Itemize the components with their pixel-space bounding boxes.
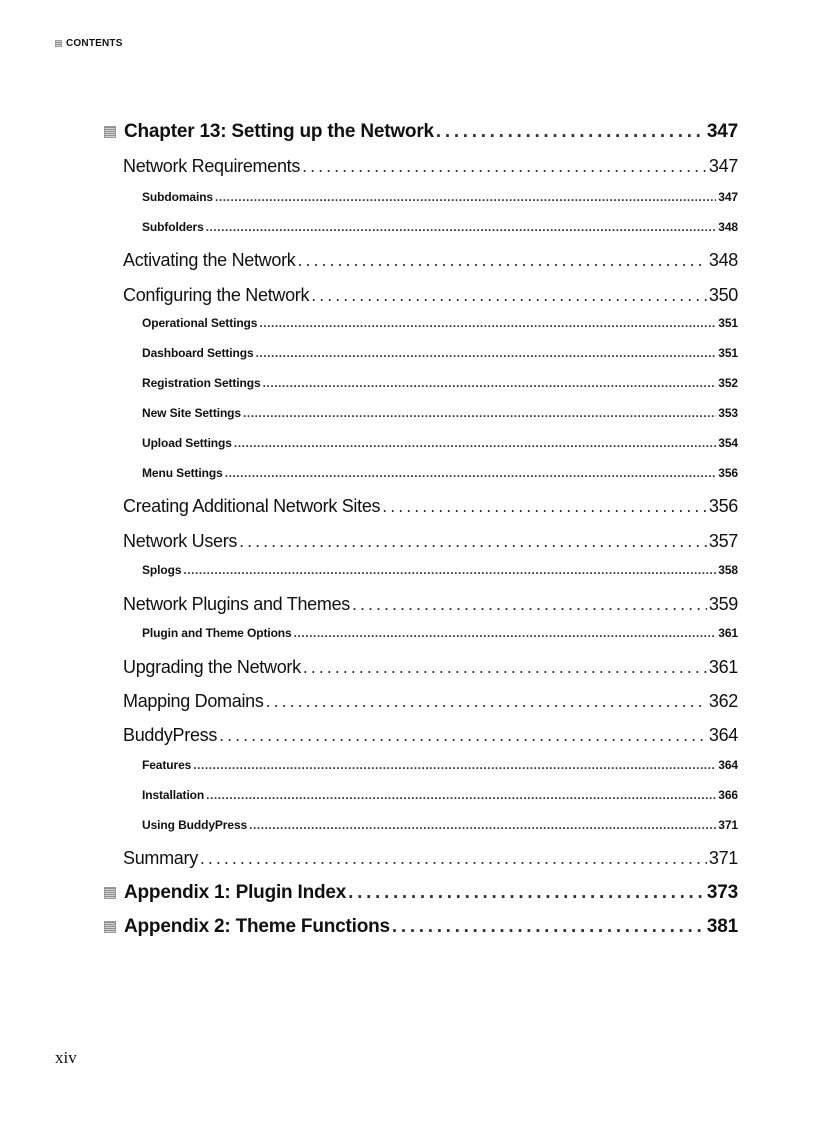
toc-entry-chapter xyxy=(104,882,738,904)
toc-entry-title: Mapping Domains xyxy=(123,691,264,711)
square-bullet-icon xyxy=(104,887,116,899)
dot-leader xyxy=(225,466,717,480)
toc-entry-title: Subfolders xyxy=(142,220,204,234)
dot-leader xyxy=(193,758,716,772)
toc-entry-sub xyxy=(142,346,738,360)
dot-leader xyxy=(239,531,707,552)
toc-entry-section xyxy=(123,531,738,552)
toc-entry-title: Registration Settings xyxy=(142,376,261,390)
toc-entry-section xyxy=(123,725,738,746)
toc-entry-page-number: 366 xyxy=(718,788,738,802)
running-head-label: CONTENTS xyxy=(66,38,123,49)
toc-entry-title: Plugin and Theme Options xyxy=(142,626,292,640)
dot-leader xyxy=(256,346,717,360)
dot-leader xyxy=(206,220,717,234)
toc-entry-section xyxy=(123,691,738,712)
toc-entry-page-number: 359 xyxy=(708,594,738,614)
toc-entry-section xyxy=(123,594,738,615)
toc-entry-title: Upgrading the Network xyxy=(123,657,301,677)
dot-leader xyxy=(392,916,705,938)
toc-entry-title: Operational Settings xyxy=(142,316,258,330)
toc-entry-page-number: 348 xyxy=(718,220,738,234)
toc-entry-section xyxy=(123,156,738,177)
toc-entry-page-number: 371 xyxy=(718,818,738,832)
toc-entry-page-number: 347 xyxy=(706,121,738,142)
toc-entry-page-number: 356 xyxy=(718,466,738,480)
toc-entry-chapter xyxy=(104,916,738,938)
square-bullet-icon xyxy=(104,126,116,138)
toc-entry-page-number: 351 xyxy=(718,346,738,360)
toc-entry-page-number: 356 xyxy=(708,496,738,516)
dot-leader xyxy=(266,691,707,712)
toc-entry-title: Appendix 2: Theme Functions xyxy=(124,916,390,937)
dot-leader xyxy=(303,657,707,678)
toc-entry-page-number: 364 xyxy=(708,725,738,745)
toc-entry-section xyxy=(123,250,738,271)
dot-leader xyxy=(382,496,707,517)
toc-entry-sub xyxy=(142,190,738,204)
toc-entry-sub xyxy=(142,818,738,832)
toc-entry-title: Configuring the Network xyxy=(123,285,310,305)
toc-entry-page-number: 352 xyxy=(718,376,738,390)
toc-entry-page-number: 348 xyxy=(708,250,738,270)
toc-entry-sub xyxy=(142,626,738,640)
toc-entry-page-number: 371 xyxy=(708,848,738,868)
toc-entry-title: Appendix 1: Plugin Index xyxy=(124,882,347,903)
toc-entry-page-number: 361 xyxy=(708,657,738,677)
toc-entry-title: Creating Additional Network Sites xyxy=(123,496,381,516)
toc-entry-title: Subdomains xyxy=(142,190,214,204)
page-number: xiv xyxy=(55,1048,77,1067)
toc-entry-sub xyxy=(142,563,738,577)
toc-entry-title: Dashboard Settings xyxy=(142,346,254,360)
dot-leader xyxy=(234,436,716,450)
dot-leader xyxy=(243,406,716,420)
dot-leader xyxy=(259,316,716,330)
dot-leader xyxy=(206,788,716,802)
toc-entry-title: Summary xyxy=(123,848,198,868)
toc-entry-page-number: 347 xyxy=(718,190,738,204)
toc-entry-page-number: 353 xyxy=(718,406,738,420)
dot-leader xyxy=(352,594,707,615)
toc-entry-sub xyxy=(142,436,738,450)
dot-leader xyxy=(297,250,706,271)
toc-entry-sub xyxy=(142,788,738,802)
dot-leader xyxy=(263,376,717,390)
dot-leader xyxy=(200,848,707,869)
toc-entry-section xyxy=(123,848,738,869)
toc-entry-sub xyxy=(142,376,738,390)
toc-entry-page-number: 347 xyxy=(708,156,738,176)
toc-entry-title: Network Users xyxy=(123,531,238,551)
dot-leader xyxy=(311,285,707,306)
toc-entry-sub xyxy=(142,406,738,420)
dot-leader xyxy=(183,563,716,577)
toc-entry-chapter xyxy=(104,121,738,143)
toc-entry-page-number: 358 xyxy=(718,563,738,577)
toc-entry-sub xyxy=(142,466,738,480)
toc-entry-title: Chapter 13: Setting up the Network xyxy=(124,121,434,142)
toc-entry-title: Installation xyxy=(142,788,205,802)
square-bullet-icon xyxy=(104,921,116,933)
toc-entry-title: Network Requirements xyxy=(123,156,301,176)
toc-entry-page-number: 361 xyxy=(718,626,738,640)
toc-entry-page-number: 381 xyxy=(706,916,738,937)
dot-leader xyxy=(249,818,716,832)
toc-entry-page-number: 351 xyxy=(718,316,738,330)
toc-entry-sub xyxy=(142,316,738,330)
toc-entry-title: Features xyxy=(142,758,192,772)
toc-entry-sub xyxy=(142,758,738,772)
toc-entry-page-number: 362 xyxy=(708,691,738,711)
toc-entry-page-number: 350 xyxy=(708,285,738,305)
toc-entry-section xyxy=(123,285,738,306)
toc-entry-title: Splogs xyxy=(142,563,182,577)
dot-leader xyxy=(302,156,707,177)
dot-leader xyxy=(215,190,716,204)
toc-entry-title: Menu Settings xyxy=(142,466,223,480)
toc-entry-title: Upload Settings xyxy=(142,436,232,450)
toc-entry-section xyxy=(123,496,738,517)
toc-entry-page-number: 354 xyxy=(718,436,738,450)
dot-leader xyxy=(348,882,705,904)
toc-entry-section xyxy=(123,657,738,678)
toc-entry-title: Using BuddyPress xyxy=(142,818,248,832)
dot-leader xyxy=(294,626,717,640)
toc-entry-page-number: 357 xyxy=(708,531,738,551)
toc-entry-title: BuddyPress xyxy=(123,725,218,745)
toc-entry-title: Activating the Network xyxy=(123,250,296,270)
dot-leader xyxy=(436,121,705,143)
dot-leader xyxy=(219,725,707,746)
toc-entry-page-number: 364 xyxy=(718,758,738,772)
toc-entry-title: Network Plugins and Themes xyxy=(123,594,350,614)
toc-entry-sub xyxy=(142,220,738,234)
toc-entry-page-number: 373 xyxy=(706,882,738,903)
toc-entry-title: New Site Settings xyxy=(142,406,241,420)
